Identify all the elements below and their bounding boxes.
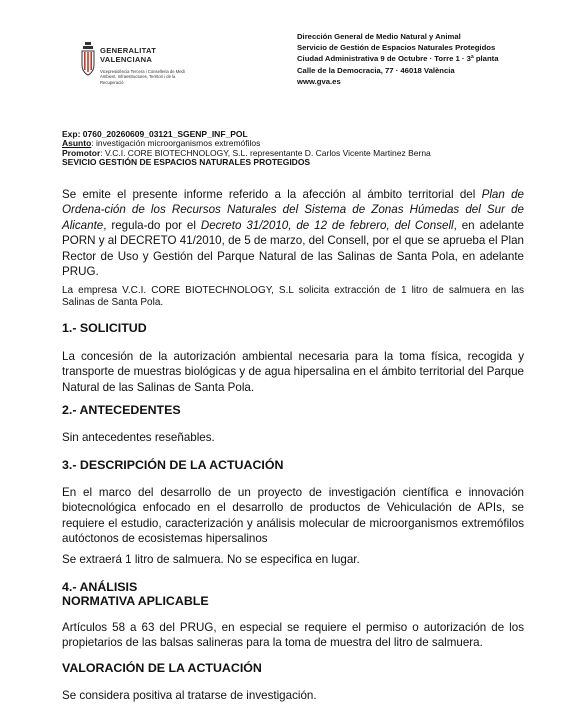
section-text-normativa: Artículos 58 a 63 del PRUG, en especial se requiere el permiso o autorización de los propietarios de las balsas salineras para la toma de muestra del litro de salmuera.	[62, 621, 524, 650]
section-text-descripcion: En el marco del desarrollo de un proyecto de investigación científica e innovación biotecnológica enfocado en el desarrollo de productos de Vehiculación de APIs, se requiere el estudio, caracterización y análisis molecular de microorganismos extremófilos autóctonos de ecosistemas hipersalinos	[62, 486, 524, 546]
section-text-antecedentes: Sin antecedentes reseñables.	[62, 431, 215, 444]
office-line: Ciudad Administrativa 9 de Octubre · Torre 1 · 3ª planta	[297, 54, 499, 64]
section-heading-descripcion: 3.- DESCRIPCIÓN DE LA ACTUACIÓN	[62, 458, 284, 472]
section-heading-solicitud: 1.- SOLICITUD	[62, 321, 147, 335]
section-text-descripcion-2: Se extraerá 1 litro de salmuera. No se especifica en lugar.	[62, 553, 360, 566]
intro-text: , en adelante PORN y al DECRETO 41/2010, de 5 de marzo, del Consell, por el que se aprueba el Plan Rector de Uso y Gestión del Parque Natural de las Salinas de Santa Pola, en adelante PRUG.	[62, 218, 525, 279]
office-website: www.gva.es	[297, 76, 341, 86]
office-line: Calle de la Democracia, 77 · 46018 València	[297, 65, 455, 75]
section-text-solicitud: La concesión de la autorización ambiental necesaria para la toma física, recogida y transporte de muestras biológicas y de agua hipersalina en el ámbito territorial del Parque Natural de las Salinas de Santa Pola.	[62, 350, 524, 394]
section-subheading-normativa: NORMATIVA APLICABLE	[62, 594, 209, 608]
org-line-2: VALENCIANA	[100, 55, 153, 64]
exp-line: Exp: 0760_20260609_03121_SGENP_INF_POL	[62, 129, 248, 139]
promotor-label: Promotor	[62, 147, 101, 158]
office-line: Dirección General de Medio Natural y Animal	[297, 32, 461, 41]
promotor-text: : V.C.I. CORE BIOTECHNOLOGY, S.L. representante D. Carlos Vicente Martinez Berna	[100, 147, 431, 158]
section-text-valoracion: Se considera positiva al tratarse de investigación.	[62, 689, 317, 702]
intro-paragraph	[62, 187, 524, 279]
coat-of-arms-icon	[80, 42, 96, 76]
intro-text: Se emite el presente informe referido a la afección al ámbito territorial del	[62, 188, 482, 201]
section-heading-analisis: 4.- ANÁLISIS	[62, 580, 138, 594]
org-subtitle: Vicepresidència Tercera i Conselleria de Medi Ambient, Infraestructures, Territori i de la Recuperació	[100, 69, 185, 85]
office-address	[297, 31, 557, 87]
decree-name: Decreto 31/2010, de 12 de febrero, del Consell	[200, 218, 454, 232]
section-heading-antecedentes: 2.- ANTECEDENTES	[62, 403, 181, 417]
file-meta	[62, 130, 552, 167]
request-summary: La empresa V.C.I. CORE BIOTECHNOLOGY, S.L solicita extracción de 1 litro de salmuera en las Salinas de Santa Pola.	[62, 285, 524, 309]
asunto-label: Asunto	[62, 138, 92, 149]
intro-text: , regula-do por el	[103, 218, 201, 232]
plan-name: Plan de Ordena-ción de los Recursos Naturales del Sistema de Zonas Húmedas del Sur de Alicante	[62, 188, 524, 232]
asunto-text: : investigación microorganismos extremófilos	[91, 138, 261, 149]
office-line: Servicio de Gestión de Espacios Naturales Protegidos	[297, 43, 496, 53]
org-name	[100, 46, 156, 64]
section-heading-valoracion: VALORACIÓN DE LA ACTUACIÓN	[62, 661, 262, 675]
service-line: SEVICIO GESTIÓN DE ESPACIOS NATURALES PROTEGIDOS	[62, 156, 311, 167]
org-line-1: GENERALITAT	[100, 46, 157, 55]
